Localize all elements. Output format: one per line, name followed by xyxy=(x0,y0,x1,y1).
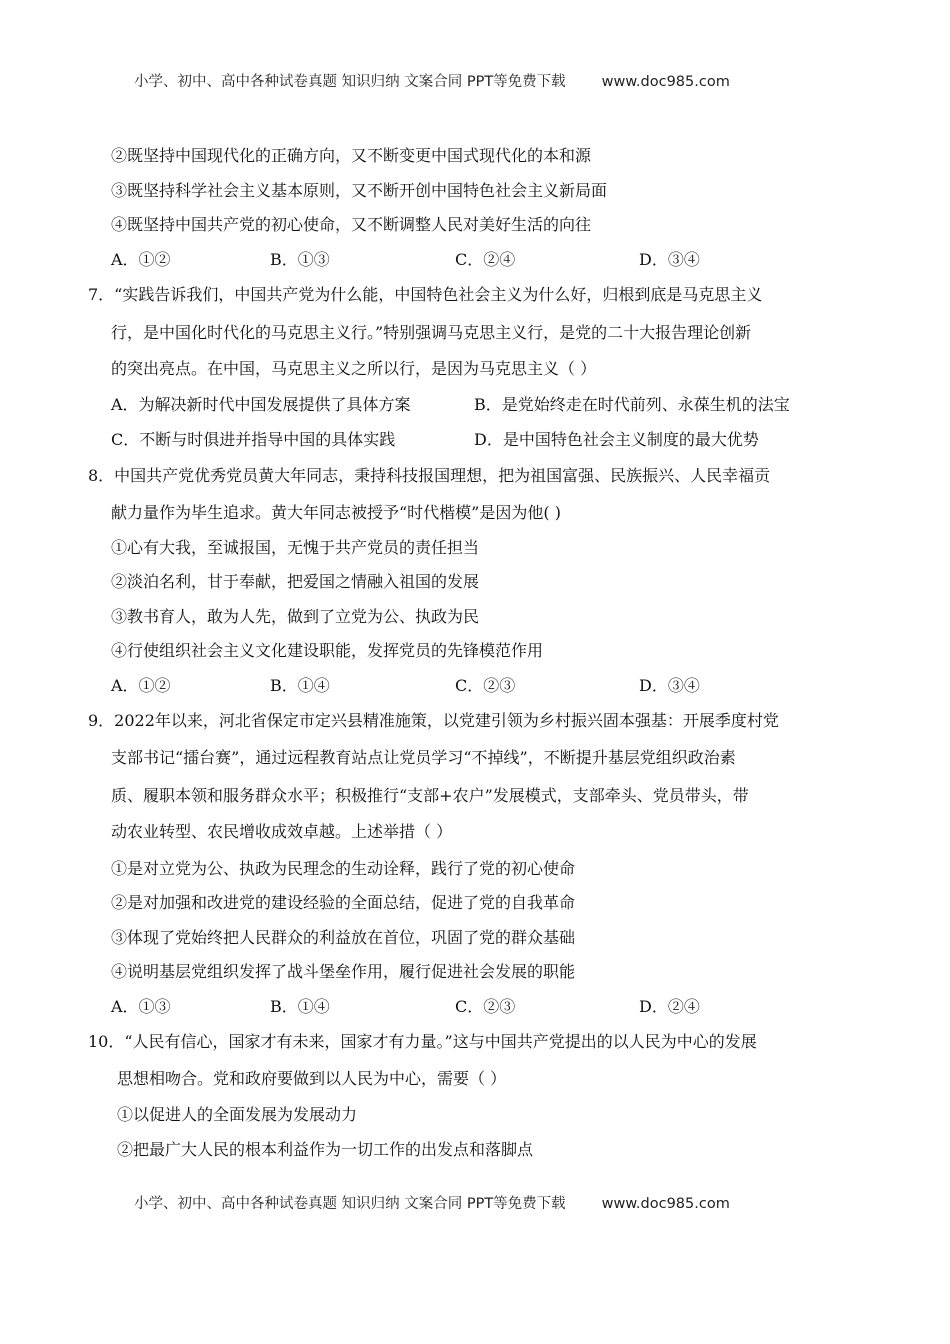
q8-item-4: ④行使组织社会主义文化建设职能，发挥党员的先锋模范作用 xyxy=(111,641,544,660)
q10-item-2: ②把最广大人民的根本利益作为一切工作的出发点和落脚点 xyxy=(117,1140,534,1159)
q7-option-d: D．是中国特色社会主义制度的最大优势 xyxy=(474,430,759,449)
q8-option-b: B．①④ xyxy=(270,676,330,695)
q7-line-1: 7．“实践告诉我们，中国共产党为什么能，中国特色社会主义为什么好，归根到底是马克思主义 xyxy=(88,285,763,304)
q6-item-3: ③既坚持科学社会主义基本原则，又不断开创中国特色社会主义新局面 xyxy=(111,181,608,200)
q6-item-4: ④既坚持中国共产党的初心使命，又不断调整人民对美好生活的向往 xyxy=(111,215,592,234)
q9-option-d: D．②④ xyxy=(639,997,700,1016)
q8-item-2: ②淡泊名利，甘于奉献，把爱国之情融入祖国的发展 xyxy=(111,572,480,591)
q10-line-2: 思想相吻合。党和政府要做到以人民为中心，需要（ ） xyxy=(117,1069,507,1088)
q6-option-b: B．①③ xyxy=(270,250,330,269)
q9-line-4: 动农业转型、农民增收成效卓越。上述举措（ ） xyxy=(111,822,453,841)
q7-option-c: C．不断与时俱进并指导中国的具体实践 xyxy=(111,430,396,449)
q9-item-1: ①是对立党为公、执政为民理念的生动诠释，践行了党的初心使命 xyxy=(111,859,576,878)
page-footer xyxy=(134,1192,730,1213)
q8-option-a: A．①② xyxy=(111,676,171,695)
q9-item-2: ②是对加强和改进党的建设经验的全面总结，促进了党的自我革命 xyxy=(111,893,576,912)
q7-line-3: 的突出亮点。在中国，马克思主义之所以行，是因为马克思主义（ ） xyxy=(111,359,597,378)
page-header xyxy=(134,70,730,91)
q6-option-d: D．③④ xyxy=(639,250,700,269)
header-text: 小学、初中、高中各种试卷真题 知识归纳 文案合同 PPT等免费下载 xyxy=(134,74,566,90)
q9-line-1: 9．2022年以来，河北省保定市定兴县精准施策，以党建引领为乡村振兴固本强基：开展季度村党 xyxy=(88,711,779,730)
q8-line-1: 8．中国共产党优秀党员黄大年同志，秉持科技报国理想，把为祖国富强、民族振兴、人民幸福贡 xyxy=(88,466,771,485)
q8-option-c: C．②③ xyxy=(455,676,516,695)
header-site: www.doc985.com xyxy=(601,74,730,90)
q8-item-1: ①心有大我，至诚报国，无愧于共产党员的责任担当 xyxy=(111,538,480,557)
q8-option-d: D．③④ xyxy=(639,676,700,695)
q9-option-c: C．②③ xyxy=(455,997,516,1016)
q7-option-b: B．是党始终走在时代前列、永葆生机的法宝 xyxy=(474,395,790,414)
footer-text: 小学、初中、高中各种试卷真题 知识归纳 文案合同 PPT等免费下载 xyxy=(134,1196,566,1212)
q10-item-1: ①以促进人的全面发展为发展动力 xyxy=(117,1105,358,1124)
q7-line-2: 行，是中国化时代化的马克思主义行。”特别强调马克思主义行，是党的二十大报告理论创新 xyxy=(111,323,752,342)
q10-line-1: 10．“人民有信心，国家才有未来，国家才有力量。”这与中国共产党提出的以人民为中心的发展 xyxy=(88,1032,757,1051)
q8-item-3: ③教书育人，敢为人先，做到了立党为公、执政为民 xyxy=(111,607,480,626)
q9-item-3: ③体现了党始终把人民群众的利益放在首位，巩固了党的群众基础 xyxy=(111,928,576,947)
q8-line-2: 献力量作为毕生追求。黄大年同志被授予“时代楷模”是因为他( ) xyxy=(111,503,561,522)
q9-option-b: B．①④ xyxy=(270,997,330,1016)
q9-option-a: A．①③ xyxy=(111,997,171,1016)
q6-item-2: ②既坚持中国现代化的正确方向，又不断变更中国式现代化的本和源 xyxy=(111,146,592,165)
q7-option-a: A．为解决新时代中国发展提供了具体方案 xyxy=(111,395,411,414)
q6-option-c: C．②④ xyxy=(455,250,516,269)
footer-site: www.doc985.com xyxy=(601,1196,730,1212)
q6-option-a: A．①② xyxy=(111,250,171,269)
q9-line-3: 质、履职本领和服务群众水平；积极推行“支部+农户”发展模式，支部牵头、党员带头，带 xyxy=(111,786,749,805)
q9-item-4: ④说明基层党组织发挥了战斗堡垒作用，履行促进社会发展的职能 xyxy=(111,962,576,981)
q9-line-2: 支部书记“擂台赛”，通过远程教育站点让党员学习“不掉线”，不断提升基层党组织政治素 xyxy=(111,748,736,767)
